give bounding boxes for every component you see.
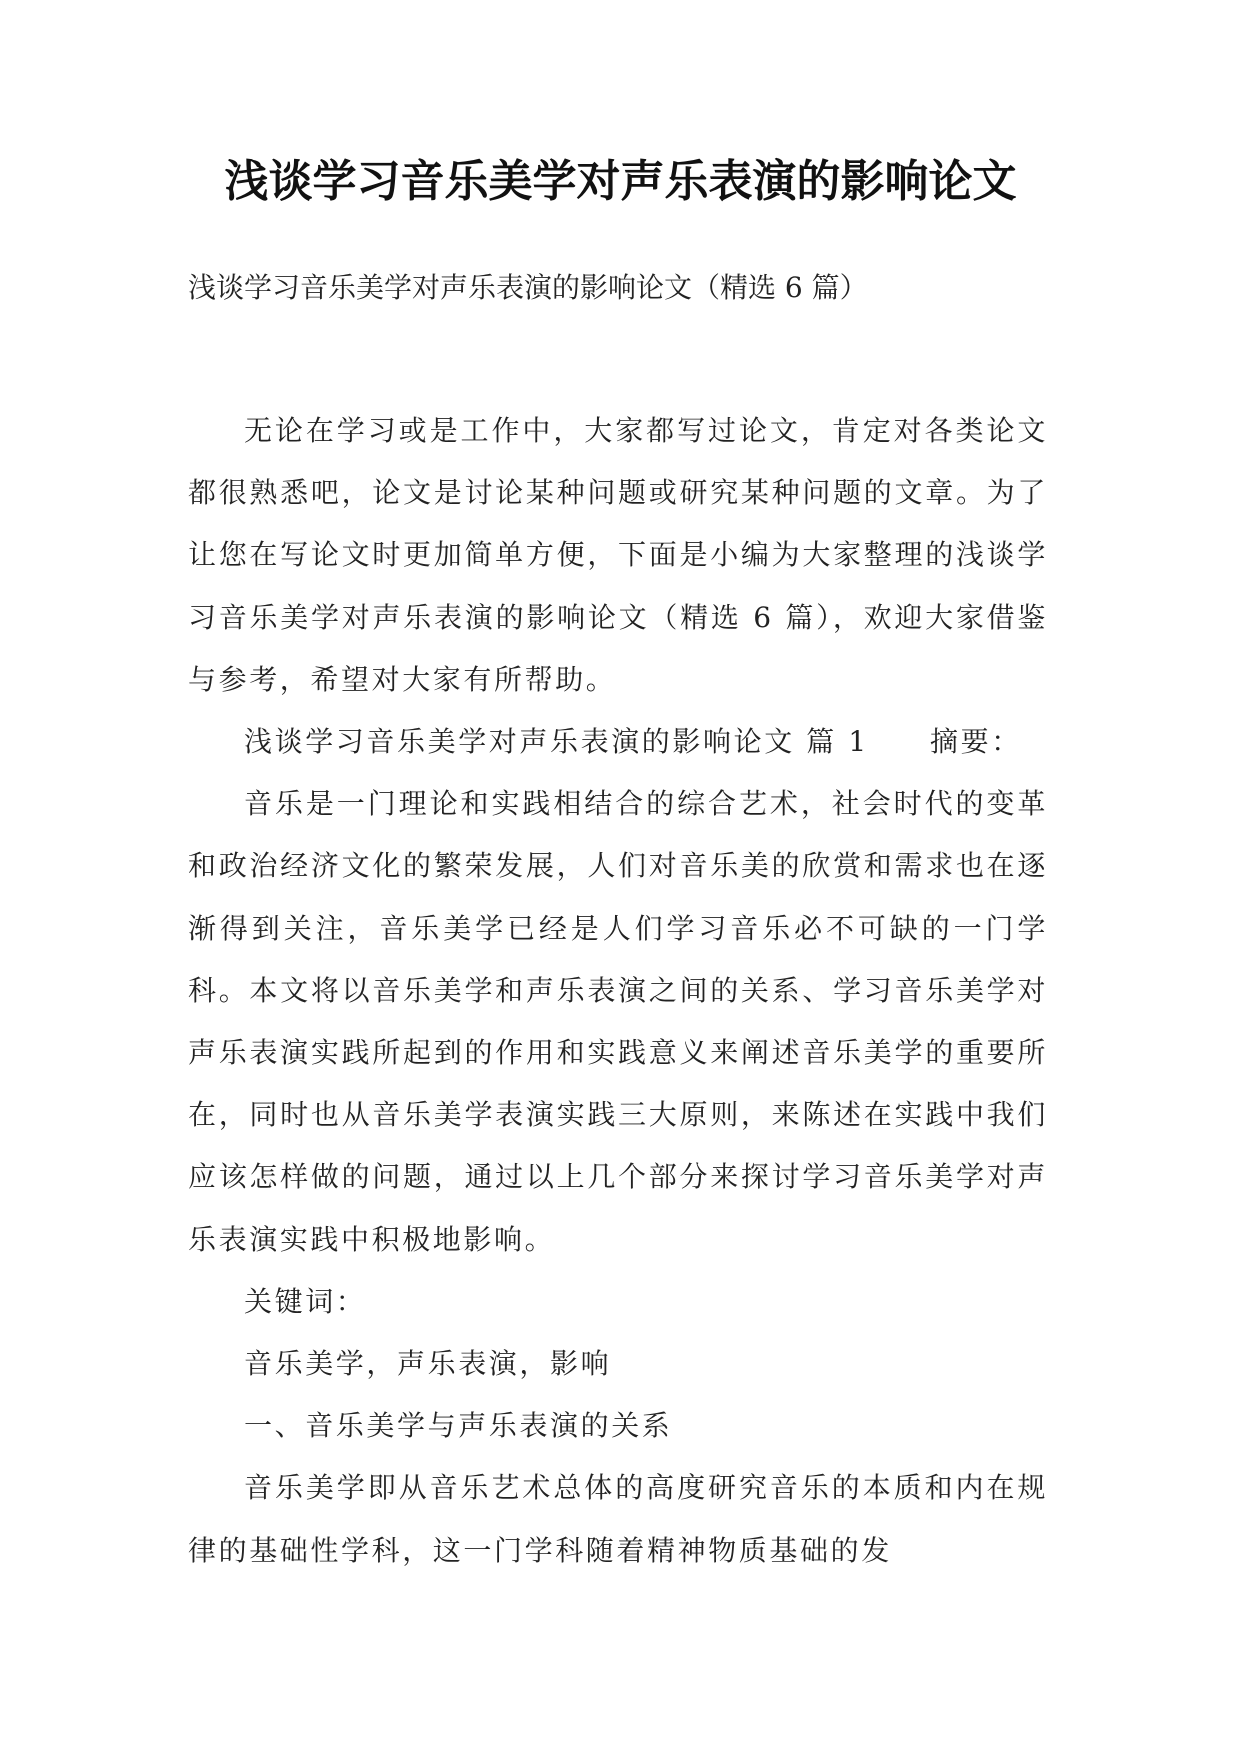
paragraph-heading-one: 一、音乐美学与声乐表演的关系 [244,1409,673,1443]
paragraph-section-heading: 浅谈学习音乐美学对声乐表演的影响论文 篇 1 摘要： [244,725,1022,759]
paragraph-keywords-label: 关键词： [244,1284,367,1318]
document-title: 浅谈学习音乐美学对声乐表演的影响论文 [224,156,1017,207]
paragraph-intro: 无论在学习或是工作中，大家都写过论文，肯定对各类论文都很熟悉吧，论文是讨论某种问题或研究某种问题的文章。为了让您在写论文时更加简单方便，下面是小编为大家整理的浅谈学习音乐美学对声乐表演的影响论文（精选 6 篇），欢迎大家借鉴与参考，希望对大家有所帮助。 [188,414,1048,696]
paragraph-keywords: 音乐美学，声乐表演，影响 [244,1347,612,1381]
paragraph-body-one: 音乐美学即从音乐艺术总体的高度研究音乐的本质和内在规律的基础性学科，这一门学科随着精神物质基础的发 [188,1471,1048,1567]
document-subtitle: 浅谈学习音乐美学对声乐表演的影响论文（精选 6 篇） [188,271,868,304]
paragraph-abstract: 音乐是一门理论和实践相结合的综合艺术，社会时代的变革和政治经济文化的繁荣发展，人们对音乐美的欣赏和需求也在逐渐得到关注，音乐美学已经是人们学习音乐必不可缺的一门学科。本文将以音乐美学和声乐表演之间的关系、学习音乐美学对声乐表演实践所起到的作用和实践意义来阐述音乐美学的重要所在，同时也从音乐美学表演实践三大原则，来陈述在实践中我们应该怎样做的问题，通过以上几个部分来探讨学习音乐美学对声乐表演实践中积极地影响。 [188,787,1048,1256]
document-body [188,400,1048,1582]
